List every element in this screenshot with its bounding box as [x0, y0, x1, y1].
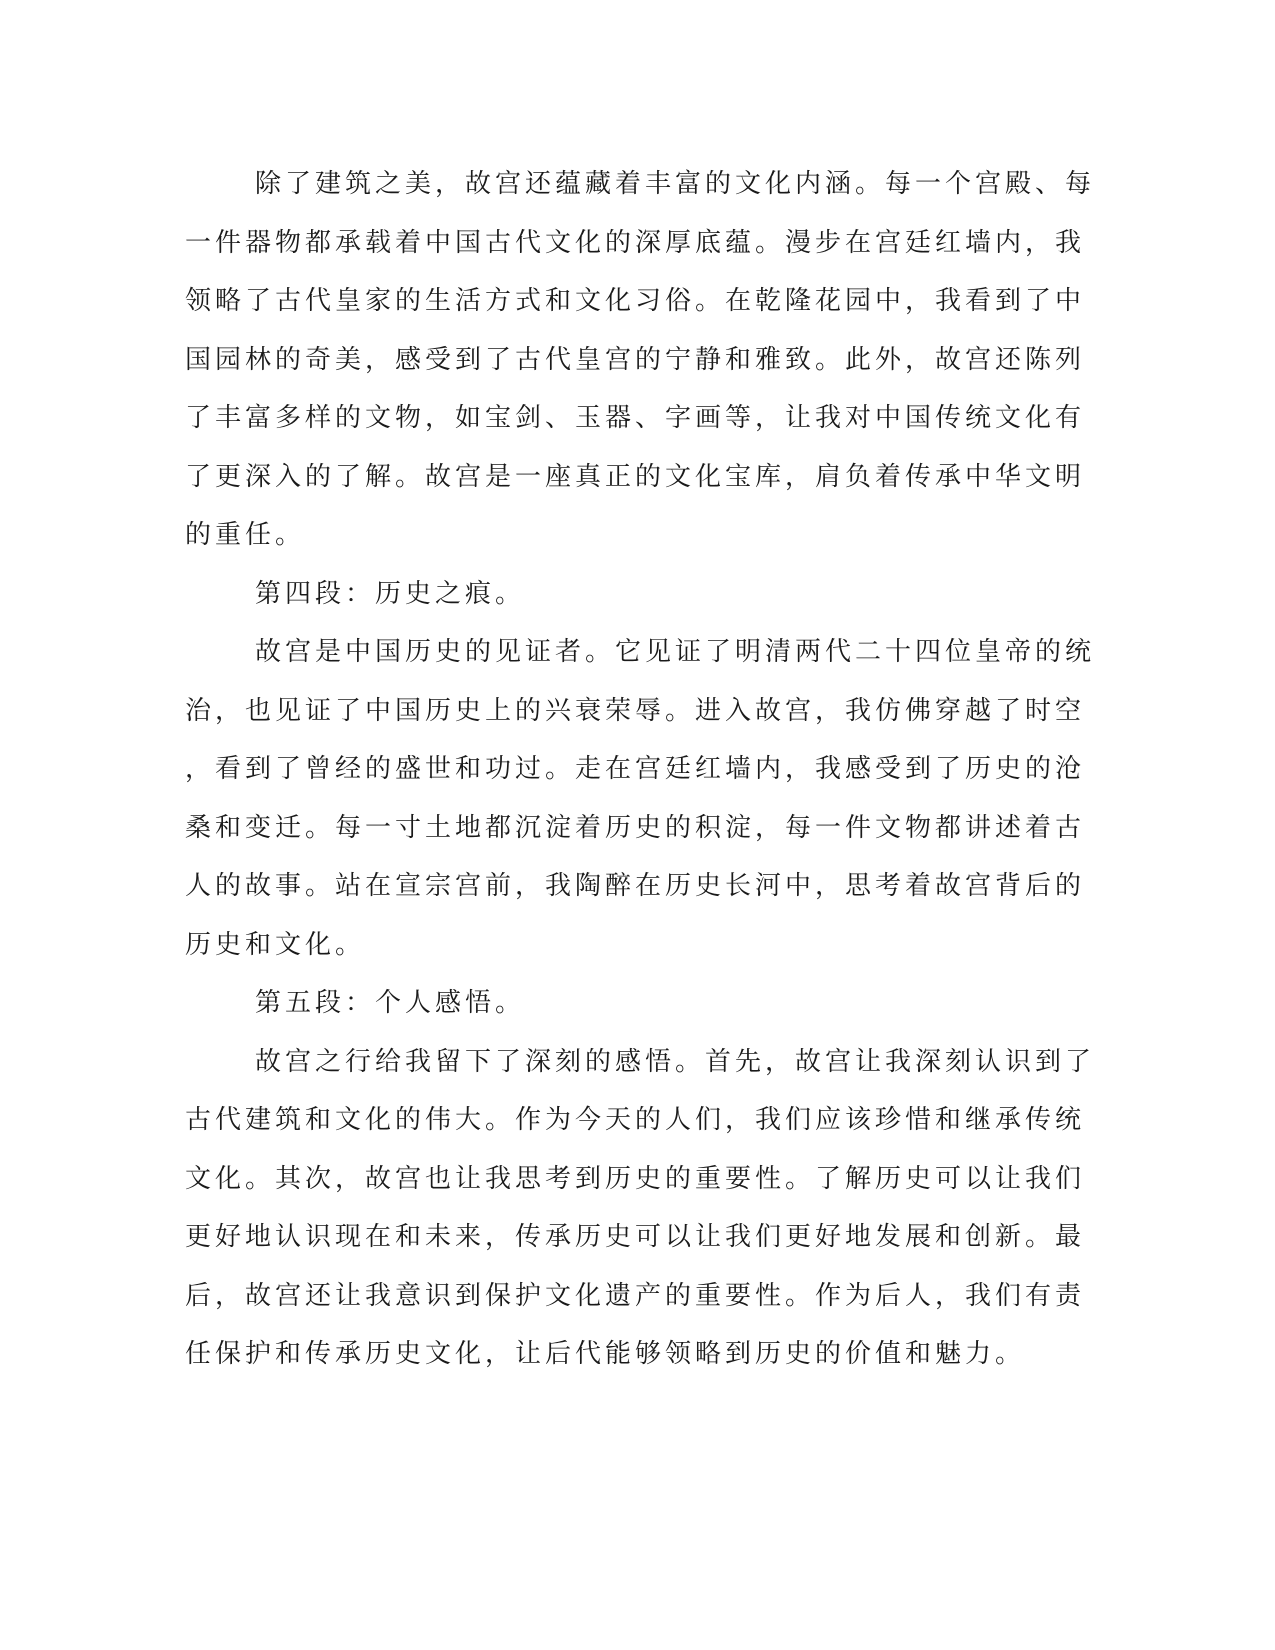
section-5-heading: 第五段：个人感悟。	[255, 988, 526, 1018]
paragraph-3-line-6: 了更深入的了解。故宫是一座真正的文化宝库，肩负着传承中华文明	[185, 461, 1086, 492]
paragraph-3-line-4: 国园林的奇美，感受到了古代皇宫的宁静和雅致。此外，故宫还陈列	[185, 344, 1086, 375]
paragraph-4-line-1: 故宫是中国历史的见证者。它见证了明清两代二十四位皇帝的统	[255, 637, 1096, 667]
paragraph-3-line-5: 了丰富多样的文物，如宝剑、玉器、字画等，让我对中国传统文化有	[185, 403, 1086, 433]
document-body	[185, 155, 1096, 1384]
paragraph-4-line-3: ，看到了曾经的盛世和功过。走在宫廷红墙内，我感受到了历史的沧	[185, 754, 1086, 784]
section-4-heading: 第四段：历史之痕。	[255, 578, 526, 609]
paragraph-4-line-5: 人的故事。站在宣宗宫前，我陶醉在历史长河中，思考着故宫背后的	[185, 871, 1086, 901]
paragraph-3-line-3: 领略了古代皇家的生活方式和文化习俗。在乾隆花园中，我看到了中	[185, 286, 1086, 316]
paragraph-3-line-1: 除了建筑之美，故宫还蕴藏着丰富的文化内涵。每一个宫殿、每	[255, 169, 1096, 199]
paragraph-4-line-4: 桑和变迁。每一寸土地都沉淀着历史的积淀，每一件文物都讲述着古	[185, 812, 1086, 843]
paragraph-5-line-6: 任保护和传承历史文化，让后代能够领略到历史的价值和魅力。	[185, 1339, 1026, 1369]
paragraph-3-line-2: 一件器物都承载着中国古代文化的深厚底蕴。漫步在宫廷红墙内，我	[185, 227, 1086, 258]
paragraph-5-line-3: 文化。其次，故宫也让我思考到历史的重要性。了解历史可以让我们	[185, 1163, 1086, 1194]
paragraph-4-line-6: 历史和文化。	[185, 929, 366, 960]
paragraph-4-line-2: 治，也见证了中国历史上的兴衰荣辱。进入故宫，我仿佛穿越了时空	[185, 695, 1086, 726]
paragraph-5-line-5: 后，故宫还让我意识到保护文化遗产的重要性。作为后人，我们有责	[185, 1280, 1086, 1311]
paragraph-5-line-2: 古代建筑和文化的伟大。作为今天的人们，我们应该珍惜和继承传统	[185, 1105, 1086, 1135]
paragraph-5-line-4: 更好地认识现在和未来，传承历史可以让我们更好地发展和创新。最	[185, 1222, 1086, 1252]
paragraph-3-line-7: 的重任。	[185, 520, 306, 550]
paragraph-5-line-1: 故宫之行给我留下了深刻的感悟。首先，故宫让我深刻认识到了	[255, 1046, 1096, 1077]
